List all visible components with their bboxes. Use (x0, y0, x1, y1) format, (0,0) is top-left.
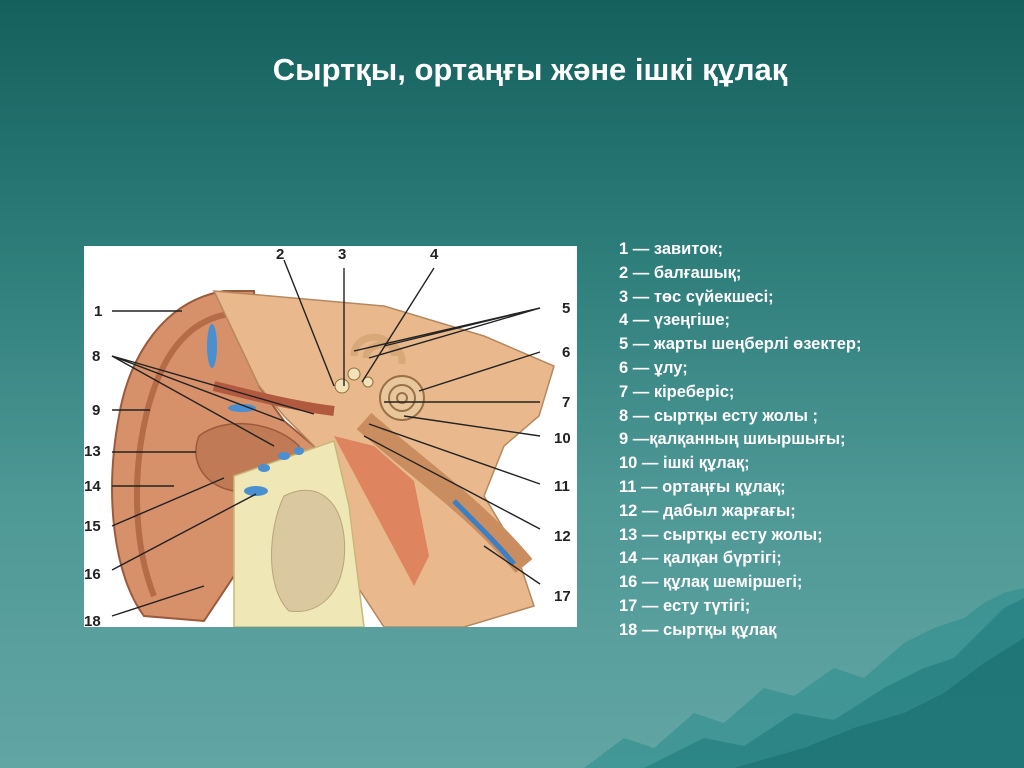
label-1: 1 (94, 303, 103, 320)
label-17: 17 (554, 588, 571, 605)
legend-item: 13 — сыртқы есту жолы; (619, 525, 823, 544)
malleus (335, 379, 349, 393)
label-2: 2 (276, 246, 285, 263)
legend-item: 17 — есту түтігі; (619, 596, 751, 615)
label-9: 9 (92, 402, 101, 419)
label-5: 5 (562, 300, 571, 317)
label-16: 16 (84, 566, 101, 583)
legend-item: 1 — завиток; (619, 240, 723, 258)
cartilage-blue-1 (207, 324, 217, 368)
legend-item: 18 — сыртқы құлақ (619, 620, 777, 639)
label-18: 18 (84, 613, 101, 627)
label-13: 13 (84, 443, 101, 460)
legend-item: 7 — кіреберіс; (619, 382, 735, 401)
legend-item: 5 — жарты шеңберлі өзектер; (619, 335, 862, 354)
label-7: 7 (562, 394, 571, 411)
incus (348, 368, 360, 380)
legend-item: 6 — ұлу; (619, 358, 688, 377)
legend-item: 10 — ішкі құлақ; (619, 454, 750, 473)
legend-item: 9 —қалқанның шиыршығы; (619, 430, 846, 449)
mountain-decoration (584, 588, 1024, 768)
cochlea-outer (380, 376, 424, 420)
label-10: 10 (554, 430, 571, 447)
ear-anatomy-figure (84, 246, 577, 627)
legend-list (619, 238, 861, 643)
legend-item: 12 — дабыл жарғағы; (619, 501, 796, 520)
cartilage-blue-4 (278, 452, 290, 460)
legend-item: 8 — сыртқы есту жолы ; (619, 406, 818, 425)
label-15: 15 (84, 518, 101, 535)
label-4: 4 (430, 246, 439, 263)
label-6: 6 (562, 344, 571, 361)
legend-item: 3 — төс сүйекшесі; (619, 287, 774, 306)
legend-item: 16 — құлақ шеміршегі; (619, 573, 803, 592)
cartilage-blue-3 (258, 464, 270, 472)
label-8: 8 (92, 348, 101, 365)
label-3: 3 (338, 246, 347, 263)
label-12: 12 (554, 528, 571, 545)
label-11: 11 (554, 478, 570, 495)
legend-item: 2 — балғашық; (619, 263, 742, 282)
legend-item: 4 — үзеңгіше; (619, 311, 731, 330)
slide-title: Сыртқы, ортаңғы және ішкі құлақ (272, 52, 788, 87)
legend-item: 14 — қалқан бүртігі; (619, 549, 782, 568)
cartilage-blue-5 (294, 447, 304, 455)
legend-item: 11 — ортаңғы құлақ; (619, 477, 786, 496)
label-14: 14 (84, 478, 101, 495)
